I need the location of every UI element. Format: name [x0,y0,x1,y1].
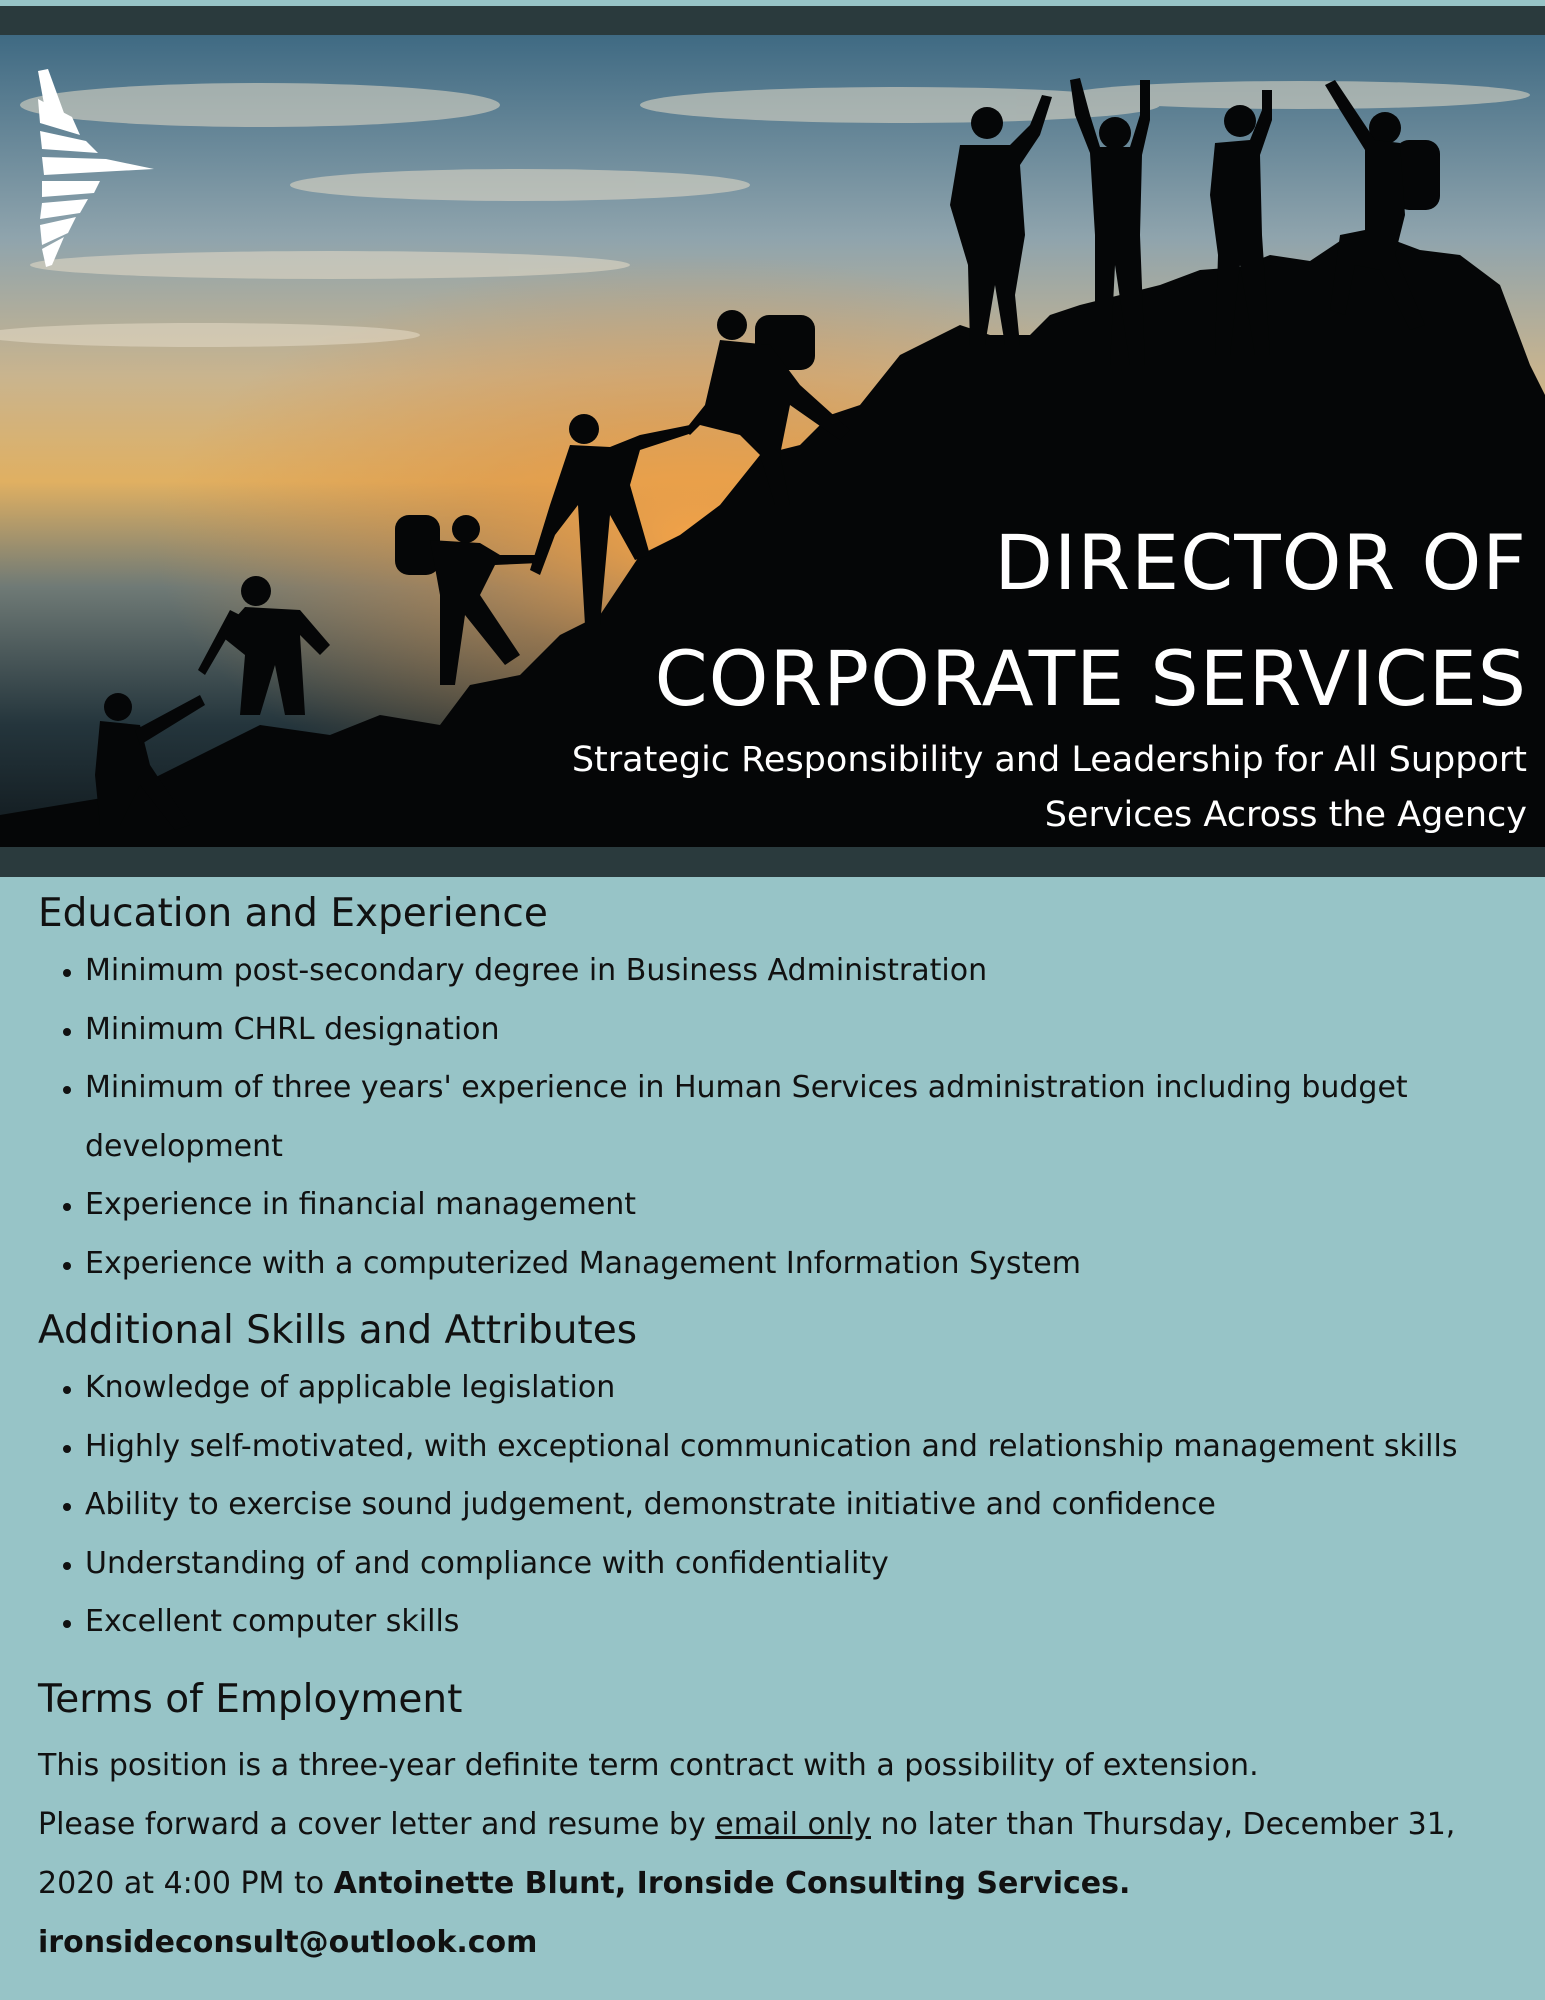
terms-heading: Terms of Employment [38,1676,463,1722]
instructions-text: Please forward a cover letter and resume by [38,1806,716,1842]
job-subtitle-line1: Strategic Responsibility and Leadership for All Support [571,740,1527,780]
list-item: • Minimum CHRL designation [85,1001,1528,1060]
company-logo-icon [36,69,156,269]
list-item: • Minimum post-secondary degree in Business Administration [85,942,1528,1001]
contact-name: Antoinette Blunt, Ironside Consulting Services. [333,1865,1131,1901]
job-title-line2: CORPORATE SERVICES [654,634,1527,723]
skills-list [38,1359,1528,1652]
job-subtitle-line2: Services Across the Agency [1044,795,1527,835]
divider-bar [0,847,1545,877]
list-item: • Minimum of three years' experience in Human Services administration including budget development [85,1059,1528,1176]
deadline-text: no later than Thursday, December 31, 2020 at 4:00 PM to [38,1806,1456,1901]
hero-banner [0,35,1545,847]
email-only-note: email only [715,1806,871,1842]
list-item: • Highly self-motivated, with exceptional communication and relationship management skills [85,1418,1528,1477]
job-title [655,505,1527,737]
contact-email-line [38,1913,1528,1972]
education-heading: Education and Experience [38,891,548,936]
list-item: • Knowledge of applicable legislation [85,1359,1528,1418]
job-details [38,886,1528,1972]
education-list [38,942,1528,1293]
skills-heading: Additional Skills and Attributes [38,1308,638,1353]
list-item: • Experience in financial management [85,1176,1528,1235]
list-item: • Ability to exercise sound judgement, demonstrate initiative and confidence [85,1476,1528,1535]
contact-email: ironsideconsult@outlook.com [38,1924,538,1960]
terms-section [38,1672,1528,1972]
education-section [38,886,1528,1293]
list-item: • Understanding of and compliance with confidentiality [85,1535,1528,1594]
job-title-line1: DIRECTOR OF [994,518,1527,607]
list-item: • Excellent computer skills [85,1593,1528,1652]
list-item: • Experience with a computerized Management Information System [85,1235,1528,1294]
top-bar [0,6,1545,35]
job-subtitle [427,733,1527,843]
application-instructions [38,1795,1528,1913]
skills-section [38,1303,1528,1652]
terms-paragraph: This position is a three-year definite term contract with a possibility of extension. [38,1747,1259,1783]
